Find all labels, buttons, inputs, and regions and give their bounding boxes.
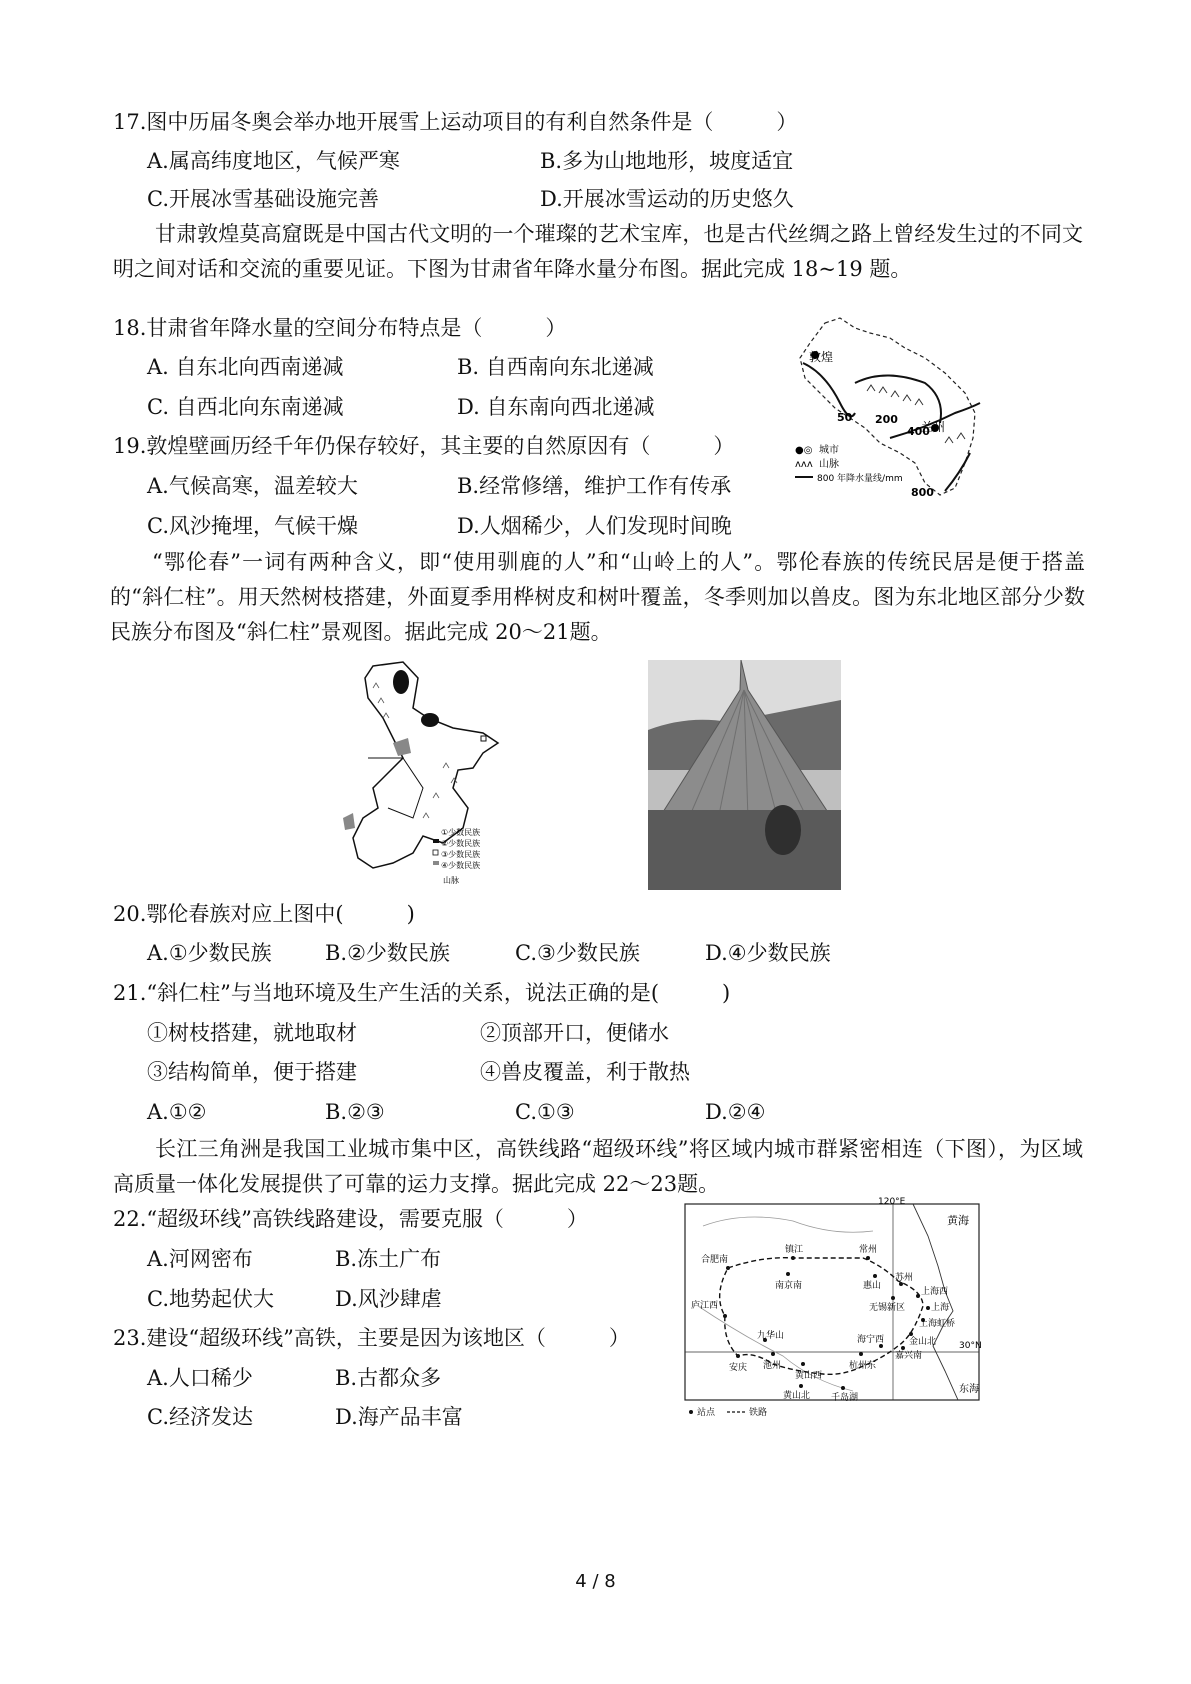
q17-option-c: C.开展冰雪基础设施完善 bbox=[147, 187, 379, 211]
q23-option-a: A.人口稀少 bbox=[147, 1366, 253, 1390]
q17-option-b: B.多为山地地形，坡度适宜 bbox=[540, 149, 794, 173]
station-hefeinan: 合肥南 bbox=[701, 1255, 729, 1265]
q21-statement-1: ①树枝搭建，就地取材 bbox=[147, 1021, 357, 1045]
station-shanghaihongqiao: 上海虹桥 bbox=[919, 1319, 956, 1329]
q23-option-c: C.经济发达 bbox=[147, 1405, 253, 1429]
yrd-super-loop-map bbox=[683, 1196, 983, 1421]
legend-mountain-ne: 山脉 bbox=[443, 876, 459, 885]
legend-mountain: 山脉 bbox=[819, 459, 839, 470]
question-17-stem: 17.图中历届冬奥会举办地开展雪上运动项目的有利自然条件是（ ） bbox=[113, 110, 798, 134]
question-22-stem: 22.“超级环线”高铁线路建设，需要克服（ ） bbox=[113, 1207, 588, 1231]
q22-option-b: B.冻土广布 bbox=[335, 1247, 442, 1271]
legend-mountain-symbol: ʌʌʌ bbox=[795, 459, 813, 470]
legend-isohyet: 800 年降水量线/mm bbox=[817, 474, 903, 484]
legend-1: ①少数民族 bbox=[441, 828, 481, 837]
station-jinshanbei: 金山北 bbox=[909, 1337, 937, 1347]
gansu-precipitation-map bbox=[795, 313, 990, 503]
question-19-stem: 19.敦煌壁画历经千年仍保存较好，其主要的自然原因有（ ） bbox=[113, 434, 735, 458]
q22-option-d: D.风沙肆虐 bbox=[335, 1287, 442, 1311]
q20-option-b: B.②少数民族 bbox=[325, 941, 450, 965]
grass-foreground bbox=[648, 810, 841, 890]
legend-station: 站点 bbox=[697, 1408, 716, 1418]
minority-area-3 bbox=[481, 736, 486, 741]
q21-statement-4: ④兽皮覆盖，利于散热 bbox=[480, 1060, 690, 1084]
legend-station-dot bbox=[689, 1410, 693, 1414]
legend-4-swatch bbox=[433, 861, 439, 865]
q20-option-a: A.①少数民族 bbox=[147, 941, 272, 965]
q23-option-d: D.海产品丰富 bbox=[335, 1405, 463, 1429]
q19-option-d: D.人烟稀少，人们发现时间晚 bbox=[457, 514, 732, 538]
station-lujiangxi: 庐江西 bbox=[691, 1301, 719, 1311]
question-21-stem: 21.“斜仁柱”与当地环境及生产生活的关系，说法正确的是( ) bbox=[113, 981, 731, 1005]
q18-option-d: D. 自东南向西北递减 bbox=[457, 395, 655, 419]
q20-option-c: C.③少数民族 bbox=[515, 941, 640, 965]
legend-2: ②少数民族 bbox=[441, 839, 481, 848]
question-23-stem: 23.建设“超级环线”高铁，主要是因为该地区（ ） bbox=[113, 1326, 630, 1350]
legend-city: 城市 bbox=[819, 445, 839, 456]
q21-option-d: D.②④ bbox=[705, 1100, 766, 1124]
reindeer bbox=[765, 805, 801, 855]
intro-22-23: 长江三角洲是我国工业城市集中区，高铁线路“超级环线”将区域内城市群紧密相连（下图），为区域高质量一体化发展提供了可靠的运力支撑。据此完成 22～23题。 bbox=[113, 1137, 1083, 1196]
q21-statement-3: ③结构简单，便于搭建 bbox=[147, 1060, 357, 1084]
legend-3-swatch bbox=[433, 850, 438, 855]
q22-option-a: A.河网密布 bbox=[147, 1247, 253, 1271]
northeast-minority-map bbox=[333, 658, 533, 888]
q17-option-a: A.属高纬度地区，气候严寒 bbox=[147, 149, 400, 173]
legend-4: ④少数民族 bbox=[441, 861, 481, 870]
intro-18-19: 甘肃敦煌莫高窟既是中国古代文明的一个璀璨的艺术宝库，也是古代丝绸之路上曾经发生过的不同文明之间对话和交流的重要见证。下图为甘肃省年降水量分布图。据此完成 18~19 题。 bbox=[113, 222, 1083, 281]
isohyet-200 bbox=[855, 376, 941, 424]
isohyet-label-50: 50 bbox=[837, 411, 853, 424]
q19-option-c: C.风沙掩埋，气候干燥 bbox=[147, 514, 358, 538]
q21-option-b: B.②③ bbox=[325, 1100, 385, 1124]
page-number: 4 / 8 bbox=[575, 1571, 616, 1592]
station-chizhou: 池州 bbox=[763, 1361, 782, 1371]
station-qiandaohu: 千岛湖 bbox=[831, 1393, 859, 1403]
q22-option-c: C.地势起伏大 bbox=[147, 1287, 274, 1311]
station-jiaxingnan: 嘉兴南 bbox=[895, 1351, 923, 1361]
lat-label: 30°N bbox=[959, 1341, 982, 1351]
station-zhenjiang: 镇江 bbox=[785, 1245, 804, 1255]
station-huangshanxi: 黄山西 bbox=[795, 1371, 823, 1381]
station-shanghai: 上海 bbox=[931, 1303, 950, 1313]
isohyet-label-800: 800 bbox=[911, 486, 934, 499]
station-anqing: 安庆 bbox=[729, 1363, 748, 1373]
station-huangshanbei: 黄山北 bbox=[783, 1391, 811, 1401]
legend-rail: 铁路 bbox=[749, 1408, 768, 1418]
city-label-lanzhou: 兰州 bbox=[921, 420, 946, 434]
station-hainingxi: 海宁西 bbox=[857, 1335, 885, 1345]
sea-label-east: 东海 bbox=[959, 1384, 979, 1395]
station-hangzhoudong: 杭州东 bbox=[849, 1361, 877, 1371]
legend-city-symbol: ●◎ bbox=[795, 445, 813, 456]
station-nanjingnan: 南京南 bbox=[775, 1281, 803, 1291]
isohyet-label-400: 400 bbox=[907, 425, 930, 438]
question-18-stem: 18.甘肃省年降水量的空间分布特点是（ ） bbox=[113, 316, 567, 340]
city-label-dunhuang: 敦煌 bbox=[809, 350, 834, 364]
q18-option-c: C. 自西北向东南递减 bbox=[147, 395, 344, 419]
minority-area-2a bbox=[393, 670, 409, 694]
station-jiuhuashan: 九华山 bbox=[757, 1331, 785, 1341]
q17-option-d: D.开展冰雪运动的历史悠久 bbox=[540, 187, 794, 211]
isohyet-800 bbox=[945, 453, 970, 491]
station-suzhou: 苏州 bbox=[895, 1273, 914, 1283]
q18-option-a: A. 自东北向西南递减 bbox=[147, 355, 344, 379]
question-20-stem: 20.鄂伦春族对应上图中( ) bbox=[113, 902, 415, 926]
station-changzhou: 常州 bbox=[859, 1245, 878, 1255]
legend-3: ③少数民族 bbox=[441, 850, 481, 859]
q21-option-c: C.①③ bbox=[515, 1100, 575, 1124]
minority-area-2b bbox=[421, 713, 439, 727]
q18-option-b: B. 自西南向东北递减 bbox=[457, 355, 654, 379]
lon-label: 120°E bbox=[878, 1197, 906, 1207]
minority-area-4b bbox=[343, 813, 355, 830]
station-shanghaixi: 上海西 bbox=[921, 1287, 949, 1297]
q21-statement-2: ②顶部开口，便储水 bbox=[480, 1021, 669, 1045]
xierenzhu-photo bbox=[648, 660, 841, 890]
q19-option-a: A.气候高寒，温差较大 bbox=[147, 474, 358, 498]
station-huishan: 惠山 bbox=[863, 1281, 882, 1291]
sea-label-yellow: 黄海 bbox=[947, 1214, 969, 1227]
station-wuxixinqu: 无锡新区 bbox=[869, 1303, 906, 1313]
q20-option-d: D.④少数民族 bbox=[705, 941, 831, 965]
isohyet-label-200: 200 bbox=[875, 413, 898, 426]
intro-20-21: “鄂伦春”一词有两种含义，即“使用驯鹿的人”和“山岭上的人”。鄂伦春族的传统民居是便于搭盖的“斜仁柱”。用天然树枝搭建，外面夏季用桦树皮和树叶覆盖，冬季则加以兽皮。图为东北地区部分少数民族分布图及“斜仁柱”景观图。据此完成 20～21题。 bbox=[110, 550, 1085, 644]
isohyet-50 bbox=[803, 363, 855, 416]
q21-option-a: A.①② bbox=[147, 1100, 207, 1124]
region-outline bbox=[353, 662, 498, 868]
q23-option-b: B.古都众多 bbox=[335, 1366, 442, 1390]
q19-option-b: B.经常修缮，维护工作有传承 bbox=[457, 474, 732, 498]
legend-2-swatch bbox=[433, 839, 439, 843]
